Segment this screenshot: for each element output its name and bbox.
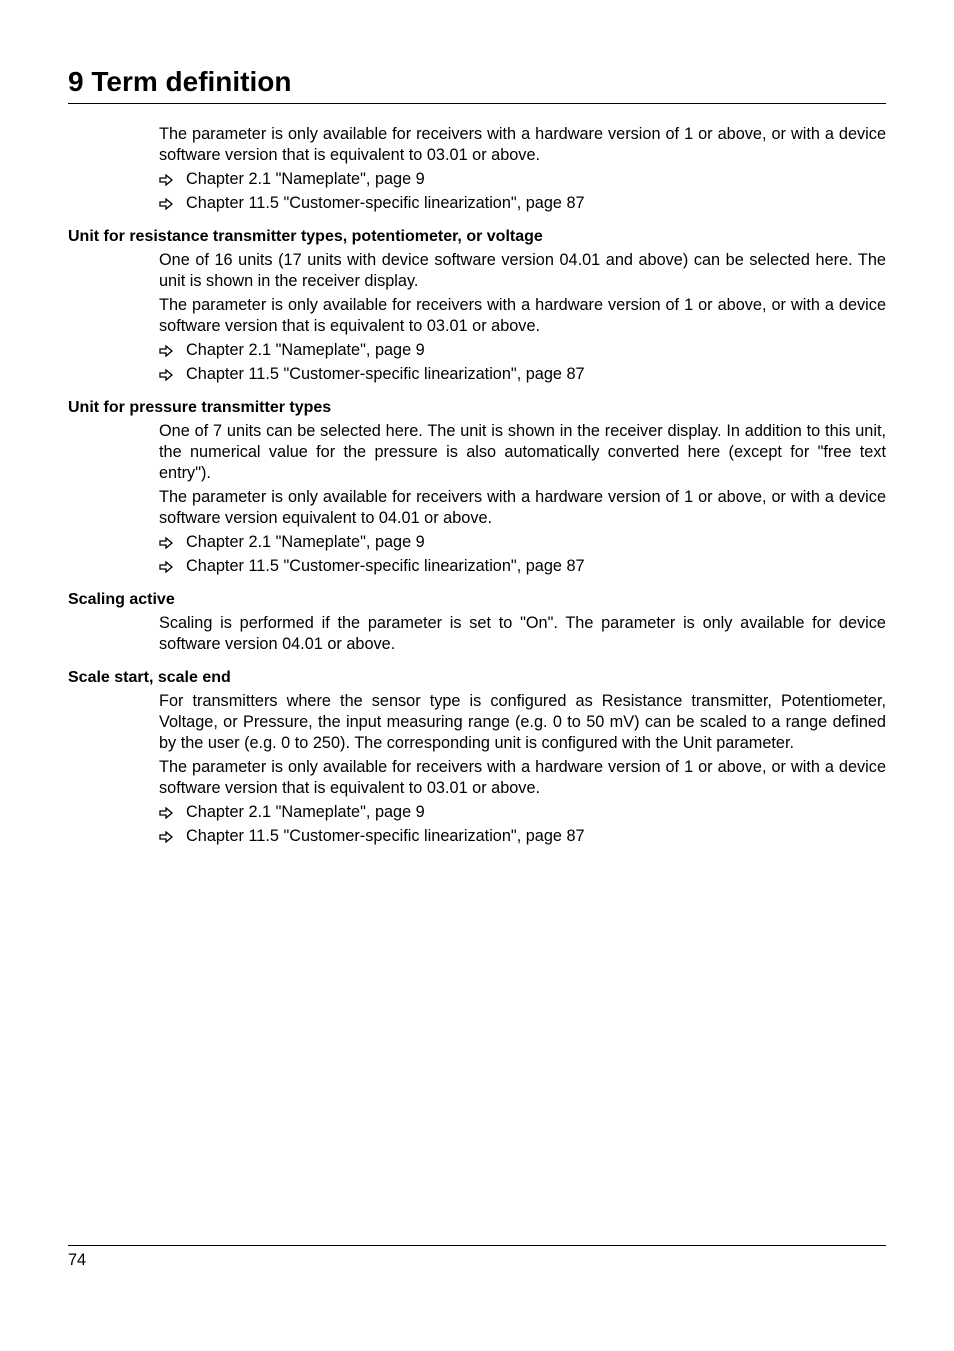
cross-reference[interactable] bbox=[159, 340, 886, 361]
paragraph: The parameter is only available for receivers with a hardware version of 1 or above, or with a device software version that is equivalent to 03.01 or above. bbox=[159, 758, 886, 797]
section-body bbox=[159, 613, 886, 655]
cross-reference-text: Chapter 11.5 "Customer-specific linearization", page 87 bbox=[186, 365, 585, 383]
arrow-right-outline-icon bbox=[159, 807, 173, 819]
paragraph: The parameter is only available for receivers with a hardware version of 1 or above, or with a device software version equivalent to 04.01 or above. bbox=[159, 488, 886, 527]
arrow-right-outline-icon bbox=[159, 831, 173, 843]
chapter-title: 9 Term definition bbox=[68, 66, 292, 97]
section-body bbox=[159, 421, 886, 577]
paragraph: Scaling is performed if the parameter is set to "On". The parameter is only available for device software version 04.01 or above. bbox=[159, 614, 886, 653]
cross-reference-text: Chapter 11.5 "Customer-specific linearization", page 87 bbox=[186, 557, 585, 575]
section-body bbox=[159, 691, 886, 847]
cross-reference[interactable] bbox=[159, 556, 886, 577]
arrow-right-outline-icon bbox=[159, 345, 173, 357]
cross-reference[interactable] bbox=[159, 826, 886, 847]
cross-reference-text: Chapter 11.5 "Customer-specific linearization", page 87 bbox=[186, 194, 585, 212]
arrow-right-outline-icon bbox=[159, 174, 173, 186]
footer-divider bbox=[68, 1245, 886, 1246]
arrow-right-outline-icon bbox=[159, 198, 173, 210]
cross-reference[interactable] bbox=[159, 169, 886, 190]
paragraph: One of 16 units (17 units with device software version 04.01 and above) can be selected here. The unit is shown in the receiver display. bbox=[159, 251, 886, 290]
cross-reference-text: Chapter 2.1 "Nameplate", page 9 bbox=[186, 533, 425, 551]
cross-reference-text: Chapter 11.5 "Customer-specific linearization", page 87 bbox=[186, 827, 585, 845]
cross-reference[interactable] bbox=[159, 364, 886, 385]
section-unit-pressure bbox=[0, 397, 954, 577]
cross-reference[interactable] bbox=[159, 532, 886, 553]
intro-section bbox=[0, 124, 954, 214]
section-body bbox=[159, 250, 886, 385]
arrow-right-outline-icon bbox=[159, 369, 173, 381]
arrow-right-outline-icon bbox=[159, 561, 173, 573]
cross-reference-text: Chapter 2.1 "Nameplate", page 9 bbox=[186, 341, 425, 359]
page-content bbox=[0, 124, 954, 859]
intro-body bbox=[159, 124, 886, 214]
paragraph: The parameter is only available for receivers with a hardware version of 1 or above, or with a device software version that is equivalent to 03.01 or above. bbox=[159, 296, 886, 335]
section-heading: Unit for pressure transmitter types bbox=[68, 399, 332, 416]
cross-reference[interactable] bbox=[159, 802, 886, 823]
section-heading: Unit for resistance transmitter types, potentiometer, or voltage bbox=[68, 228, 543, 245]
section-heading: Scaling active bbox=[68, 591, 175, 608]
cross-reference-text: Chapter 2.1 "Nameplate", page 9 bbox=[186, 803, 425, 821]
section-scaling-active bbox=[0, 589, 954, 655]
section-unit-resistance bbox=[0, 226, 954, 385]
page-number: 74 bbox=[68, 1251, 87, 1269]
cross-reference-text: Chapter 2.1 "Nameplate", page 9 bbox=[186, 170, 425, 188]
paragraph: One of 7 units can be selected here. The unit is shown in the receiver display. In addition to this unit, the numerical value for the pressure is also automatically converted here (except for "free text entry"). bbox=[159, 422, 886, 482]
paragraph: The parameter is only available for receivers with a hardware version of 1 or above, or with a device software version that is equivalent to 03.01 or above. bbox=[159, 125, 886, 164]
paragraph: For transmitters where the sensor type is configured as Resistance transmitter, Potentiometer, Voltage, or Pressure, the input measuring range (e.g. 0 to 50 mV) can be scaled to a range defined by the user (e.g. 0 to 250). The corresponding unit is configured with the Unit parameter. bbox=[159, 692, 886, 752]
title-divider bbox=[68, 103, 886, 104]
arrow-right-outline-icon bbox=[159, 537, 173, 549]
section-scale-start-end bbox=[0, 667, 954, 847]
cross-reference[interactable] bbox=[159, 193, 886, 214]
section-heading: Scale start, scale end bbox=[68, 669, 231, 686]
